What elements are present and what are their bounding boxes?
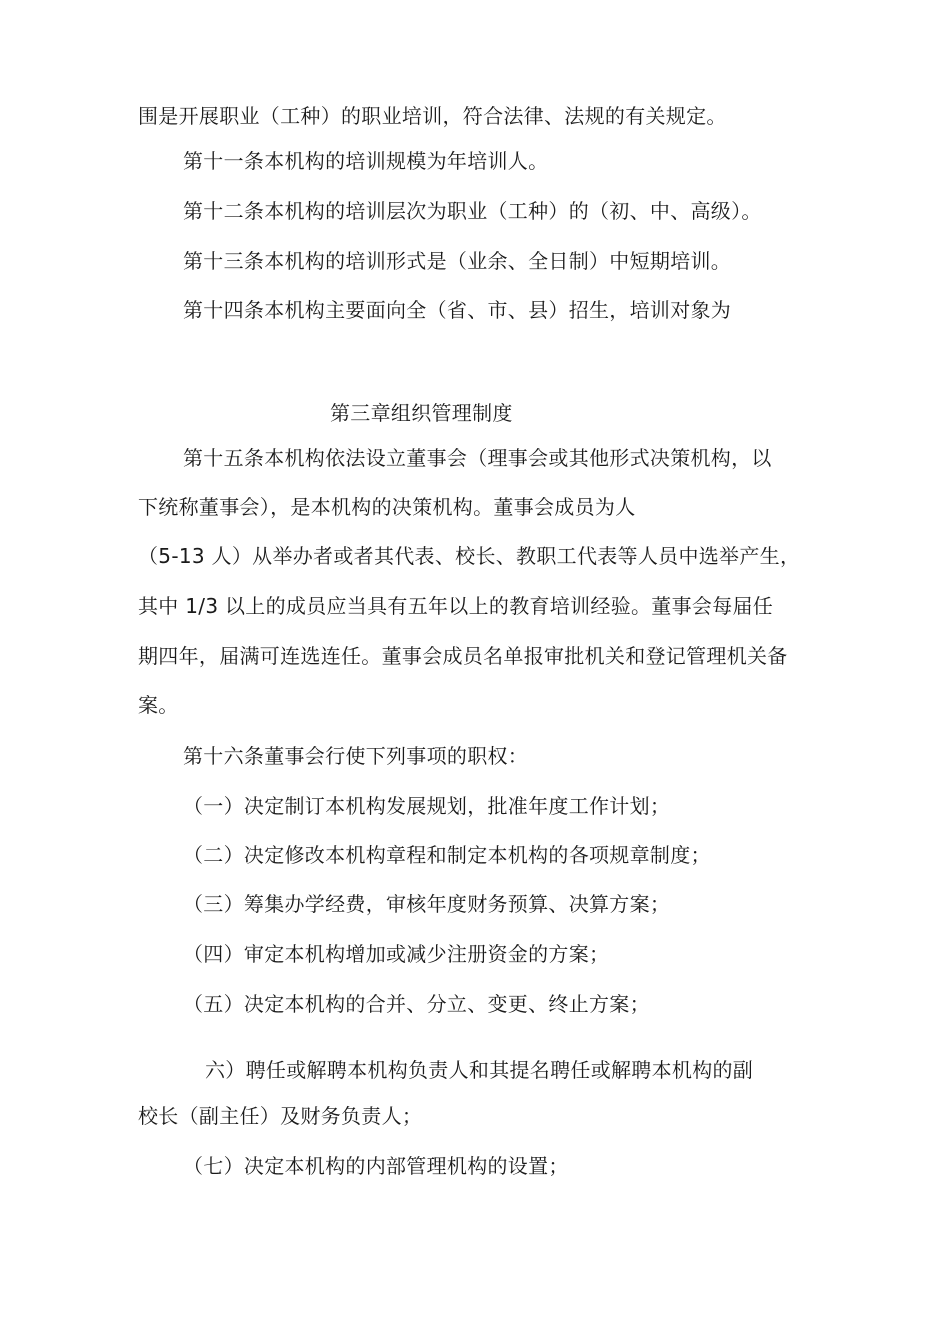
text-line: 第十五条本机构依法设立董事会（理事会或其他形式决策机构，以: [183, 446, 772, 470]
chapter-heading: 第三章组织管理制度: [330, 401, 513, 425]
list-item: 六）聘任或解聘本机构负责人和其提名聘任或解聘本机构的副: [205, 1058, 754, 1082]
text-line: 案。: [138, 693, 179, 717]
text-line: 第十四条本机构主要面向全（省、市、县）招生，培训对象为: [183, 298, 732, 322]
list-item: （一）决定制订本机构发展规划，批准年度工作计划；: [183, 794, 671, 818]
list-item: （四）审定本机构增加或减少注册资金的方案；: [183, 942, 610, 966]
list-item: （三）筹集办学经费，审核年度财务预算、决算方案；: [183, 892, 671, 916]
text-line: 围是开展职业（工种）的职业培训，符合法律、法规的有关规定。: [138, 104, 727, 128]
text-line: 第十二条本机构的培训层次为职业（工种）的（初、中、高级）。: [183, 199, 762, 223]
list-item: （二）决定修改本机构章程和制定本机构的各项规章制度；: [183, 843, 711, 867]
text-line: 其中 1/3 以上的成员应当具有五年以上的教育培训经验。董事会每届任: [138, 594, 774, 618]
list-item: （七）决定本机构的内部管理机构的设置；: [183, 1154, 569, 1178]
text-line: （5-13 人）从举办者或者其代表、校长、教职工代表等人员中选举产生，: [138, 544, 801, 568]
text-line: 下统称董事会），是本机构的决策机构。董事会成员为人: [138, 495, 636, 519]
text-line: 第十三条本机构的培训形式是（业余、全日制）中短期培训。: [183, 249, 732, 273]
list-item: （五）决定本机构的合并、分立、变更、终止方案；: [183, 992, 650, 1016]
text-line: 校长（副主任）及财务负责人；: [138, 1104, 423, 1128]
text-line: 第十一条本机构的培训规模为年培训人。: [183, 149, 549, 173]
text-line: 期四年，届满可连选连任。董事会成员名单报审批机关和登记管理机关备: [138, 644, 788, 668]
text-line: 第十六条董事会行使下列事项的职权：: [183, 744, 529, 768]
